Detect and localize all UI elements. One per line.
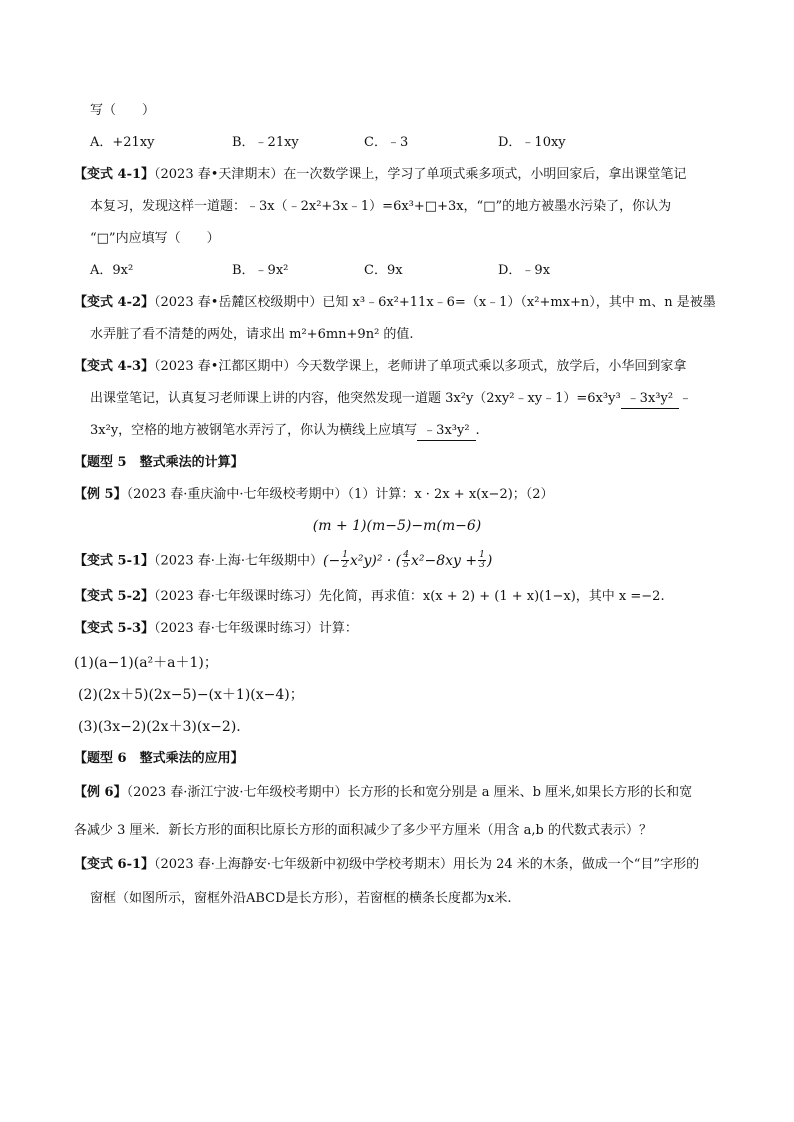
variant-5-2-tag: 【变式 5-2】	[74, 589, 155, 604]
variant-4-1-option-c: C．9x	[364, 263, 403, 278]
section-heading-type-6: 【题型 6 整式乘法的应用】	[74, 751, 244, 766]
variant-4-3-line-3: 3x²y，空格的地方被钢笔水弄污了，你认为横线上应填写 ﹣3x³y² .	[90, 422, 480, 441]
fraction-four-fifths: $\frac{4}{5}$	[403, 550, 409, 570]
section-heading-type-5: 【题型 5 整式乘法的计算】	[74, 455, 244, 470]
example-6-line-1: 【例 6】（2023 春·浙江宁波·七年级校考期中）长方形的长和宽分别是 a 厘米、b 厘米,如果长方形的长和宽	[74, 785, 693, 800]
variant-5-2-line: 【变式 5-2】（2023 春·七年级课时练习）先化简，再求值：x(x + 2) + (1 + x)(1−x)，其中 x =−2.	[74, 589, 665, 604]
variant-6-1-line-1: 【变式 6-1】（2023 春·上海静安·七年级新中初级中学校考期末）用长为 24 米的木条，做成一个“目”字形的	[74, 857, 700, 872]
variant-4-3-line-2: 出课堂笔记，认真复习老师课上讲的内容，他突然发现一道题 3x²y（2xy²﹣xy﹣1）=6x³y³ ﹣3x³y² ﹣	[90, 390, 692, 409]
variant-4-1-option-d: D．﹣9x	[498, 263, 551, 278]
variant-5-3-item-2: (2)(2x＋5)(2x−5)−(x＋1)(x−4)；	[78, 687, 304, 703]
q4-option-d: D．﹣10xy	[498, 135, 566, 150]
variant-4-3-line-1: 【变式 4-3】（2023 春•江都区期中）今天数学课上，老师讲了单项式乘以多项式，放学后，小华回到家拿	[74, 359, 687, 374]
variant-6-1-line-2: 窗框（如图所示，窗框外沿ABCD是长方形），若窗框的横条长度都为x米.	[90, 891, 512, 906]
fraction-one-half: $\frac{1}{2}$	[342, 550, 348, 570]
answer-blank-2: ﹣3x³y²	[417, 422, 475, 441]
variant-5-3-line: 【变式 5-3】（2023 春·七年级课时练习）计算：	[74, 621, 358, 636]
q4-option-b: B．﹣21xy	[232, 135, 299, 150]
answer-blank-1: ﹣3x³y²	[621, 390, 679, 409]
variant-4-2-line-1: 【变式 4-2】（2023 春•岳麓区校级期中）已知 x³﹣6x²+11x﹣6=（x﹣1）（x²+mx+n），其中 m、n 是被墨	[74, 295, 716, 310]
variant-4-1-tag: 【变式 4-1】	[74, 167, 155, 182]
example-5-tag: 【例 5】	[74, 487, 127, 502]
example-5-formula: (m + 1)(m−5)−m(m−6)	[312, 518, 482, 534]
variant-4-2-tag: 【变式 4-2】	[74, 295, 155, 310]
variant-5-3-tag: 【变式 5-3】	[74, 621, 155, 636]
q4-option-a: A．+21xy	[90, 135, 155, 150]
variant-5-3-item-1: (1)(a−1)(a²＋a＋1)；	[74, 655, 218, 671]
variant-5-1-line: 【变式 5-1】（2023 春·上海·七年级期中）(− $\frac{1}{2}$ x²y)² · ( $\frac{4}{5}$ x²−8xy + $\frac{1}{3}$ )	[74, 550, 493, 570]
variant-4-1-line-2: 本复习，发现这样一道题：﹣3x（﹣2x²+3x﹣1）=6x³+□+3x，“□”的地方被墨水污染了，你认为	[90, 199, 672, 214]
variant-5-3-item-3: (3)(3x−2)(2x＋3)(x−2).	[78, 719, 241, 735]
q4-tail-line: 写（ ）	[90, 103, 156, 118]
variant-4-3-tag: 【变式 4-3】	[74, 359, 155, 374]
variant-4-1-option-b: B．﹣9x²	[232, 263, 289, 278]
fraction-one-third: $\frac{1}{3}$	[479, 550, 485, 570]
example-6-line-2: 各减少 3 厘米．新长方形的面积比原长方形的面积减少了多少平方厘米（用含 a,b 的代数式表示）？	[74, 823, 653, 838]
q4-option-c: C．﹣3	[364, 135, 409, 150]
variant-5-1-expression: (− $\frac{1}{2}$ x²y)² · ( $\frac{4}{5}$ x²−8xy + $\frac{1}{3}$ )	[323, 550, 493, 570]
example-5-line-1: 【例 5】（2023 春·重庆渝中·七年级校考期中）（1）计算：x · 2x + x(x−2)；（2）	[74, 487, 554, 502]
variant-4-1-line-1: 【变式 4-1】（2023 春•天津期末）在一次数学课上，学习了单项式乘多项式，小明回家后，拿出课堂笔记	[74, 167, 687, 182]
variant-6-1-tag: 【变式 6-1】	[74, 857, 155, 872]
variant-5-1-tag: 【变式 5-1】	[74, 553, 155, 569]
variant-4-1-line-3: “□”内应填写（ ）	[90, 231, 220, 246]
variant-4-2-line-2: 水弄脏了看不清楚的两处，请求出 m²+6mn+9n² 的值.	[90, 327, 414, 342]
variant-4-1-option-a: A．9x²	[90, 263, 134, 278]
example-6-tag: 【例 6】	[74, 785, 127, 800]
